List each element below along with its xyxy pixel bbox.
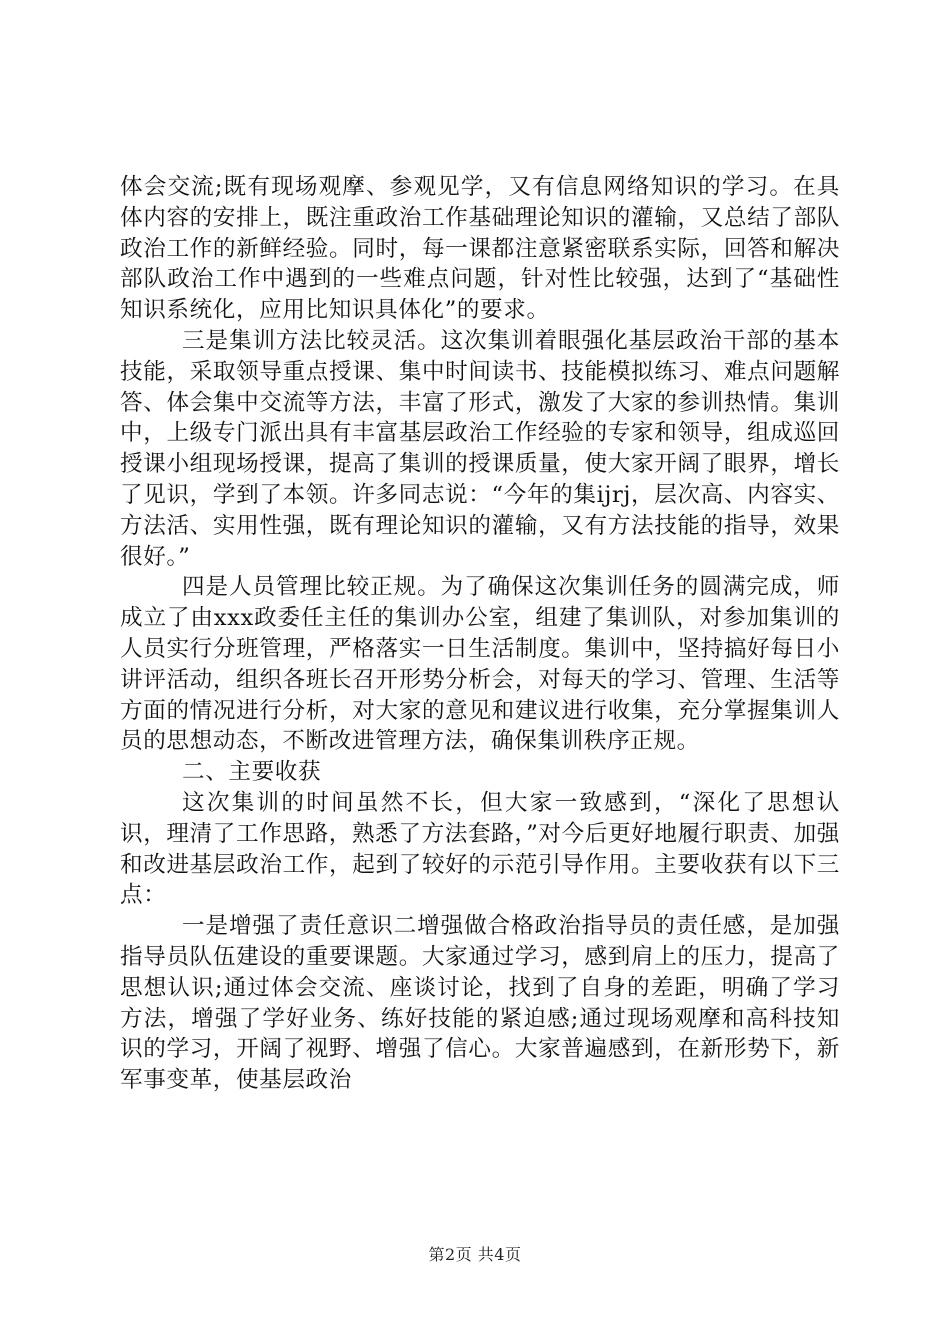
section-heading-main-gains: 二、主要收获 xyxy=(182,759,322,786)
paragraph-responsibility: 一是增强了责任意识二增强做合格政治指导员的责任感，是加强指导员队伍建设的重要课题。大家通过学习，感到肩上的压力，提高了思想认识;通过体会交流、座谈讨论，找到了自身的差距，明确了学习方法，增强了学好业务、练好技能的紧迫感;通过现场观摩和高科技知识的学习，开阔了视野、增强了信心。大家普遍感到，在新形势下，新军事变革，使基层政治 xyxy=(120,913,840,1094)
page-footer xyxy=(0,1242,950,1265)
paragraph-continuation: 体会交流;既有现场观摩、参观见学，又有信息网络知识的学习。在具体内容的安排上，既注重政治工作基础理论知识的灌输，又总结了部队政治工作的新鲜经验。同时，每一课都注意紧密联系实际，回答和解决部队政治工作中遇到的一些难点问题，针对性比较强，达到了“基础性知识系统化，应用比知识具体化”的要求。 xyxy=(120,174,840,324)
document-body xyxy=(120,172,840,1096)
paragraph-personnel-management: 四是人员管理比较正规。为了确保这次集训任务的圆满完成，师成立了由xxx政委任主任的集训办公室，组建了集训队，对参加集训的人员实行分班管理，严格落实一日生活制度。集训中，坚持搞好每日小讲评活动，组织各班长召开形势分析会，对每天的学习、管理、生活等方面的情况进行分析，对大家的意见和建议进行收集，充分掌握集训人员的思想动态，不断改进管理方法，确保集训秩序正规。 xyxy=(120,574,840,755)
page-number-label: 第2页 共4页 xyxy=(428,1245,522,1264)
paragraph-gains-intro: 这次集训的时间虽然不长，但大家一致感到，“深化了思想认识，理清了工作思路，熟悉了方法套路，”对今后更好地履行职责、加强和改进基层政治工作，起到了较好的示范引导作用。主要收获有以下三点： xyxy=(120,789,840,909)
paragraph-training-methods: 三是集训方法比较灵活。这次集训着眼强化基层政治干部的基本技能，采取领导重点授课、集中时间读书、技能模拟练习、难点问题解答、体会集中交流等方法，丰富了形式，激发了大家的参训热情。集训中，上级专门派出具有丰富基层政治工作经验的专家和领导，组成巡回授课小组现场授课，提高了集训的授课质量，使大家开阔了眼界，增长了见识，学到了本领。许多同志说：“今年的集ijrj，层次高、内容实、方法活、实用性强，既有理论知识的灌输，又有方法技能的指导，效果很好。” xyxy=(120,327,840,570)
